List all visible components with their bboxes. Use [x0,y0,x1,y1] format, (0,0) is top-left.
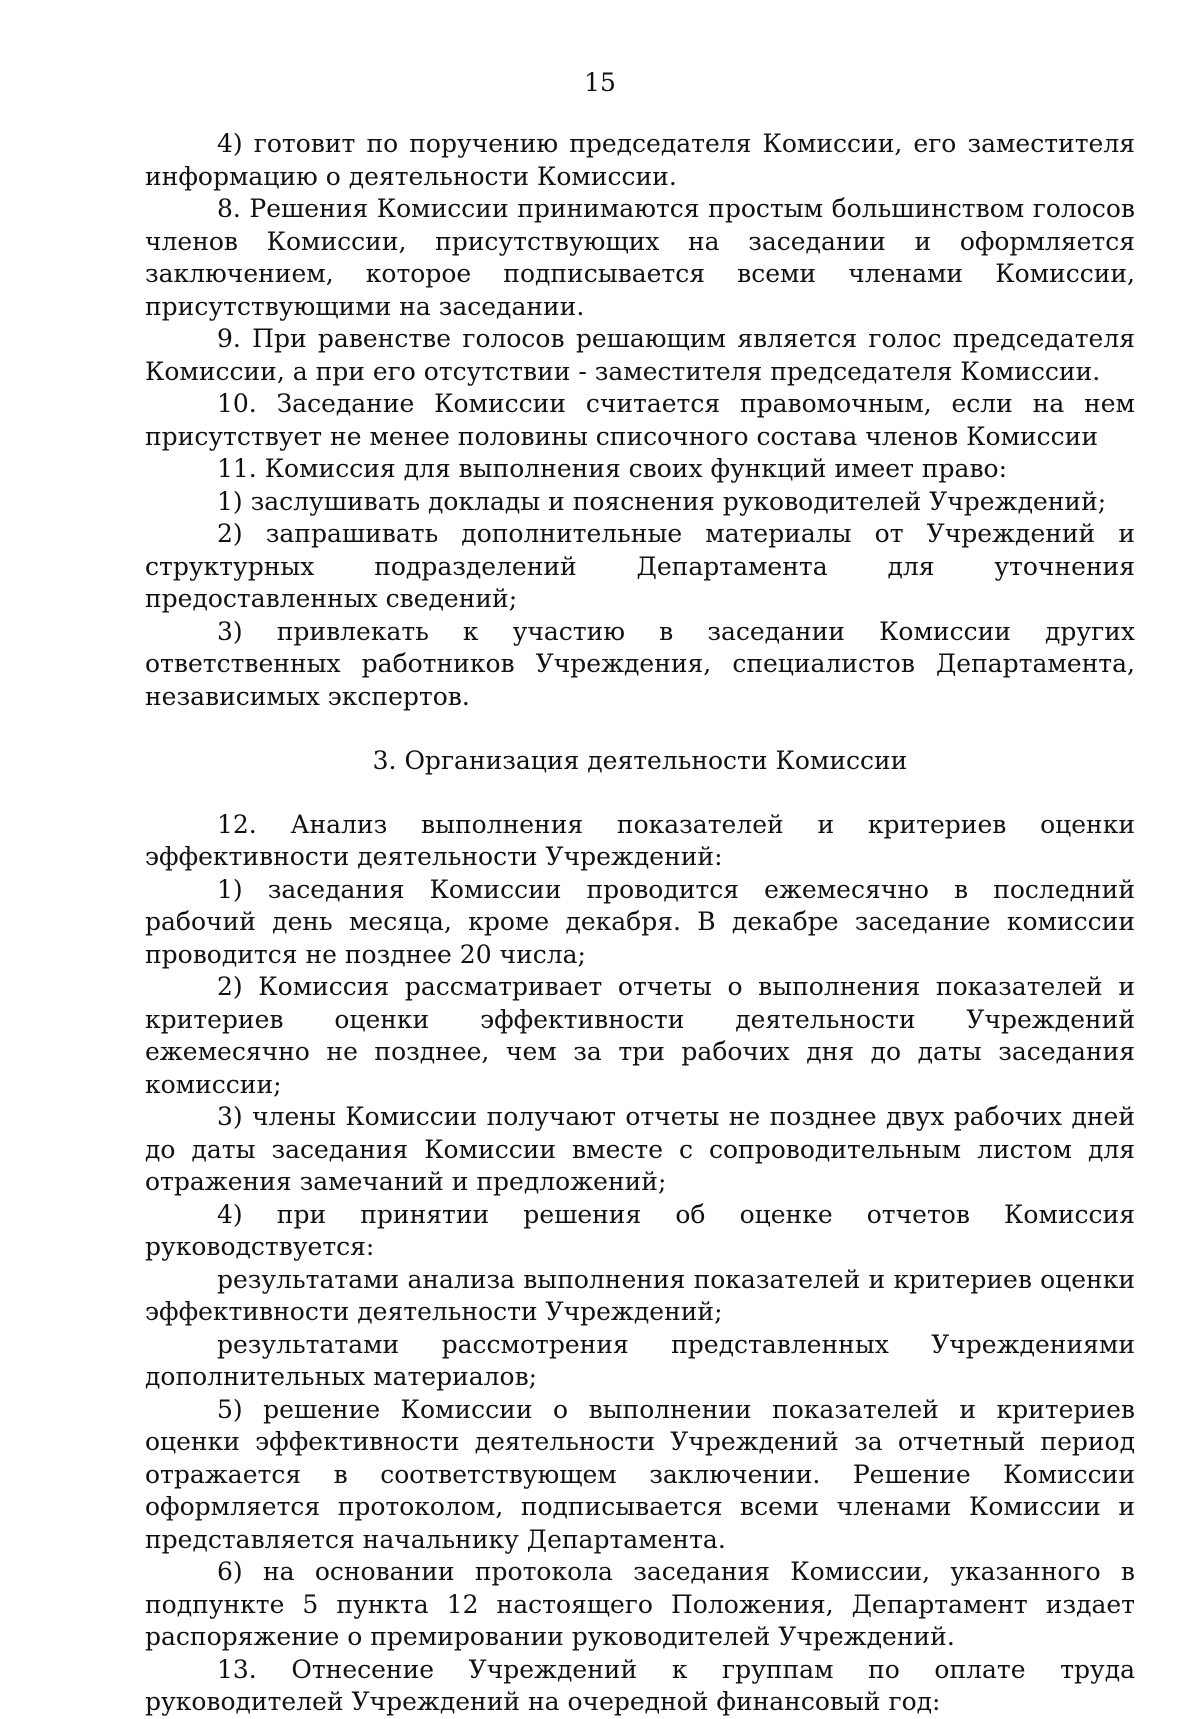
paragraph: 12. Анализ выполнения показателей и критериев оценки эффективности деятельности Учреждений: [145,809,1135,871]
paragraph: 9. При равенстве голосов решающим является голос председателя Комиссии, а при его отсутствии - заместителя председателя Комиссии. [145,324,1135,386]
paragraph: 11. Комиссия для выполнения своих функций имеет право: [217,454,1008,483]
section-heading: 3. Организация деятельности Комиссии [372,746,908,775]
paragraph: 8. Решения Комиссии принимаются простым большинством голосов членов Комиссии, присутствующих на заседании и оформляется заключением, которое подписывается всеми членами Комиссии, присутствующими на заседании. [145,194,1135,321]
paragraph: результатами рассмотрения представленных Учреждениями дополнительных материалов; [145,1329,1135,1391]
paragraph: 4) при принятии решения об оценке отчетов Комиссия руководствуется: [145,1199,1135,1261]
paragraph: 10. Заседание Комиссии считается правомочным, если на нем присутствует не менее половины списочного состава членов Комиссии [145,389,1135,451]
document-body [145,128,1135,1719]
paragraph: 2) Комиссия рассматривает отчеты о выполнения показателей и критериев оценки эффективности деятельности Учреждений ежемесячно не позднее, чем за три рабочих дня до даты заседания комиссии; [145,972,1135,1099]
paragraph: результатами анализа выполнения показателей и критериев оценки эффективности деятельности Учреждений; [145,1264,1135,1326]
page-number: 15 [584,68,616,97]
paragraph: 1) заседания Комиссии проводится ежемесячно в последний рабочий день месяца, кроме декабря. В декабре заседание комиссии проводится не позднее 20 числа; [145,874,1135,969]
paragraph: 3) члены Комиссии получают отчеты не позднее двух рабочих дней до даты заседания Комиссии вместе с сопроводительным листом для отражения замечаний и предложений; [145,1102,1135,1196]
paragraph: 3) привлекать к участию в заседании Комиссии других ответственных работников Учреждения, специалистов Департамента, независимых экспертов. [145,616,1135,711]
paragraph: 5) решение Комиссии о выполнении показателей и критериев оценки эффективности деятельности Учреждений за отчетный период отражается в соответствующем заключении. Решение Комиссии оформляется протоколом, подписывается всеми членами Комиссии и представляется начальнику Департамента. [145,1394,1135,1554]
paragraph: 1) заслушивать доклады и пояснения руководителей Учреждений; [217,486,1107,516]
paragraph: 4) готовит по поручению председателя Комиссии, его заместителя информацию о деятельности Комиссии. [145,129,1135,191]
paragraph: 6) на основании протокола заседания Комиссии, указанного в подпункте 5 пункта 12 настоящего Положения, Департамент издает распоряжение о премировании руководителей Учреждений. [145,1557,1135,1651]
paragraph: 2) запрашивать дополнительные материалы от Учреждений и структурных подразделений Департамента для уточнения предоставленных сведений; [145,519,1135,613]
paragraph: 13. Отнесение Учреждений к группам по оплате труда руководителей Учреждений на очередной финансовый год: [145,1654,1135,1716]
